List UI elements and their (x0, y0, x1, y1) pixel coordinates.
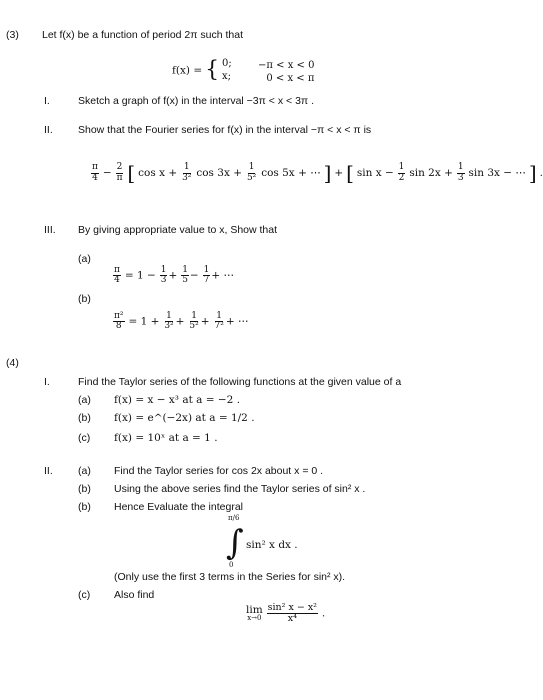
part-ii-b-text: Using the above series find the Taylor series of sin² x . (114, 483, 366, 495)
question-4-number: (4) (6, 357, 19, 369)
limit-fraction (267, 603, 318, 624)
part-i-text: Sketch a graph of f(x) in the interval −3π < x < 3π . (78, 95, 314, 107)
integral-upper-limit: π/6 (228, 514, 240, 522)
left-brace: { (205, 57, 220, 83)
part-ii-b2-label: (b) (78, 501, 91, 513)
taylor-a-label: (a) (78, 394, 91, 406)
fourier-series-formula: $\frac{\pi}{4}$ − $\frac{2}{\pi}$ [ cos x + $\frac{1}{\text{3²}}$ cos 3x + $\frac{1}{\text{5²}}$ cos 5x + ⋯ ] + [ sin x − $\frac{1}{2}$ sin 2x + $\frac{1}{3}$ sin 3x − ⋯ ] . (92, 161, 543, 185)
part-ii-b-label: (b) (78, 483, 91, 495)
piecewise-definition (172, 58, 232, 83)
part-c-label: (c) (78, 589, 91, 601)
part-iii-label: III. (44, 224, 56, 236)
limit-denominator: x⁴ (287, 612, 297, 624)
q4-part-ii-label: II. (44, 465, 53, 477)
limit-operator (246, 605, 263, 623)
sub-b-label: (b) (78, 293, 91, 305)
part-ii-label: II. (44, 124, 53, 136)
case-value-2: x; (221, 70, 231, 82)
taylor-b-label: (b) (78, 412, 91, 424)
case-values (222, 58, 232, 83)
frac-pi-4: $\frac{\pi}{4}$ (92, 162, 98, 183)
integral-sign: ∫ (226, 523, 244, 563)
limit-sub: x→0 (247, 614, 262, 623)
case-conditions (258, 60, 314, 85)
fx-lhs: f(x) = (172, 64, 203, 77)
taylor-c-text: f(x) = 10ˣ at a = 1 . (114, 432, 218, 444)
series-pi-over-4: $\frac{\pi}{4}$ = 1 − $\frac{1}{3}$ + $\frac{1}{5}$ − $\frac{1}{7}$ + ⋯ (114, 265, 235, 286)
taylor-c-label: (c) (78, 432, 91, 444)
part-i-label: I. (44, 95, 50, 107)
frac-2-pi: $\frac{2}{\pi}$ (116, 162, 123, 183)
part-ii-text: Show that the Fourier series for f(x) in the interval −π < x < π is (78, 124, 372, 136)
limit-numerator: sin² x − x² (267, 602, 317, 613)
case-condition-2: 0 < x < π (266, 72, 315, 84)
part-ii-b2-text: Hence Evaluate the integral (114, 501, 243, 513)
limit-word: lim (246, 603, 263, 616)
q4-part-i-text: Find the Taylor series of the following functions at the given value of a (78, 376, 402, 388)
integral-lower-limit: 0 (229, 561, 234, 569)
case-condition-1: −π < x < 0 (258, 60, 315, 71)
sub-a-label: (a) (78, 253, 91, 265)
taylor-a-text: f(x) = x − x³ at a = −2 . (114, 394, 241, 406)
part-c-text: Also find (114, 589, 155, 601)
part-ii-a-label: (a) (78, 465, 91, 477)
series-pi-sq-over-8: $\frac{\text{π²}}{8}$ = 1 + $\frac{1}{\text{3²}}$ + $\frac{1}{\text{5²}}$ + $\frac{1}{\text{7²}}$ + ⋯ (114, 311, 249, 332)
part-ii-a-text: Find the Taylor series for cos 2x about x = 0 . (114, 465, 324, 477)
case-value-1: 0; (221, 58, 232, 69)
integrand: sin² x dx . (246, 539, 298, 551)
taylor-b-text: f(x) = e^(−2x) at a = 1/2 . (114, 412, 255, 424)
note: (Only use the first 3 terms in the Series for sin² x). (114, 571, 346, 583)
q4-part-i-label: I. (44, 376, 50, 388)
part-iii-text: By giving appropriate value to x, Show that (78, 224, 278, 236)
question-3-intro: Let f(x) be a function of period 2π such that (42, 29, 244, 41)
limit-expression: lim x→0 $\frac{\text{sin² x − x²}}{\text{x⁴}}$ . (246, 602, 326, 624)
question-3-number: (3) (6, 29, 19, 41)
